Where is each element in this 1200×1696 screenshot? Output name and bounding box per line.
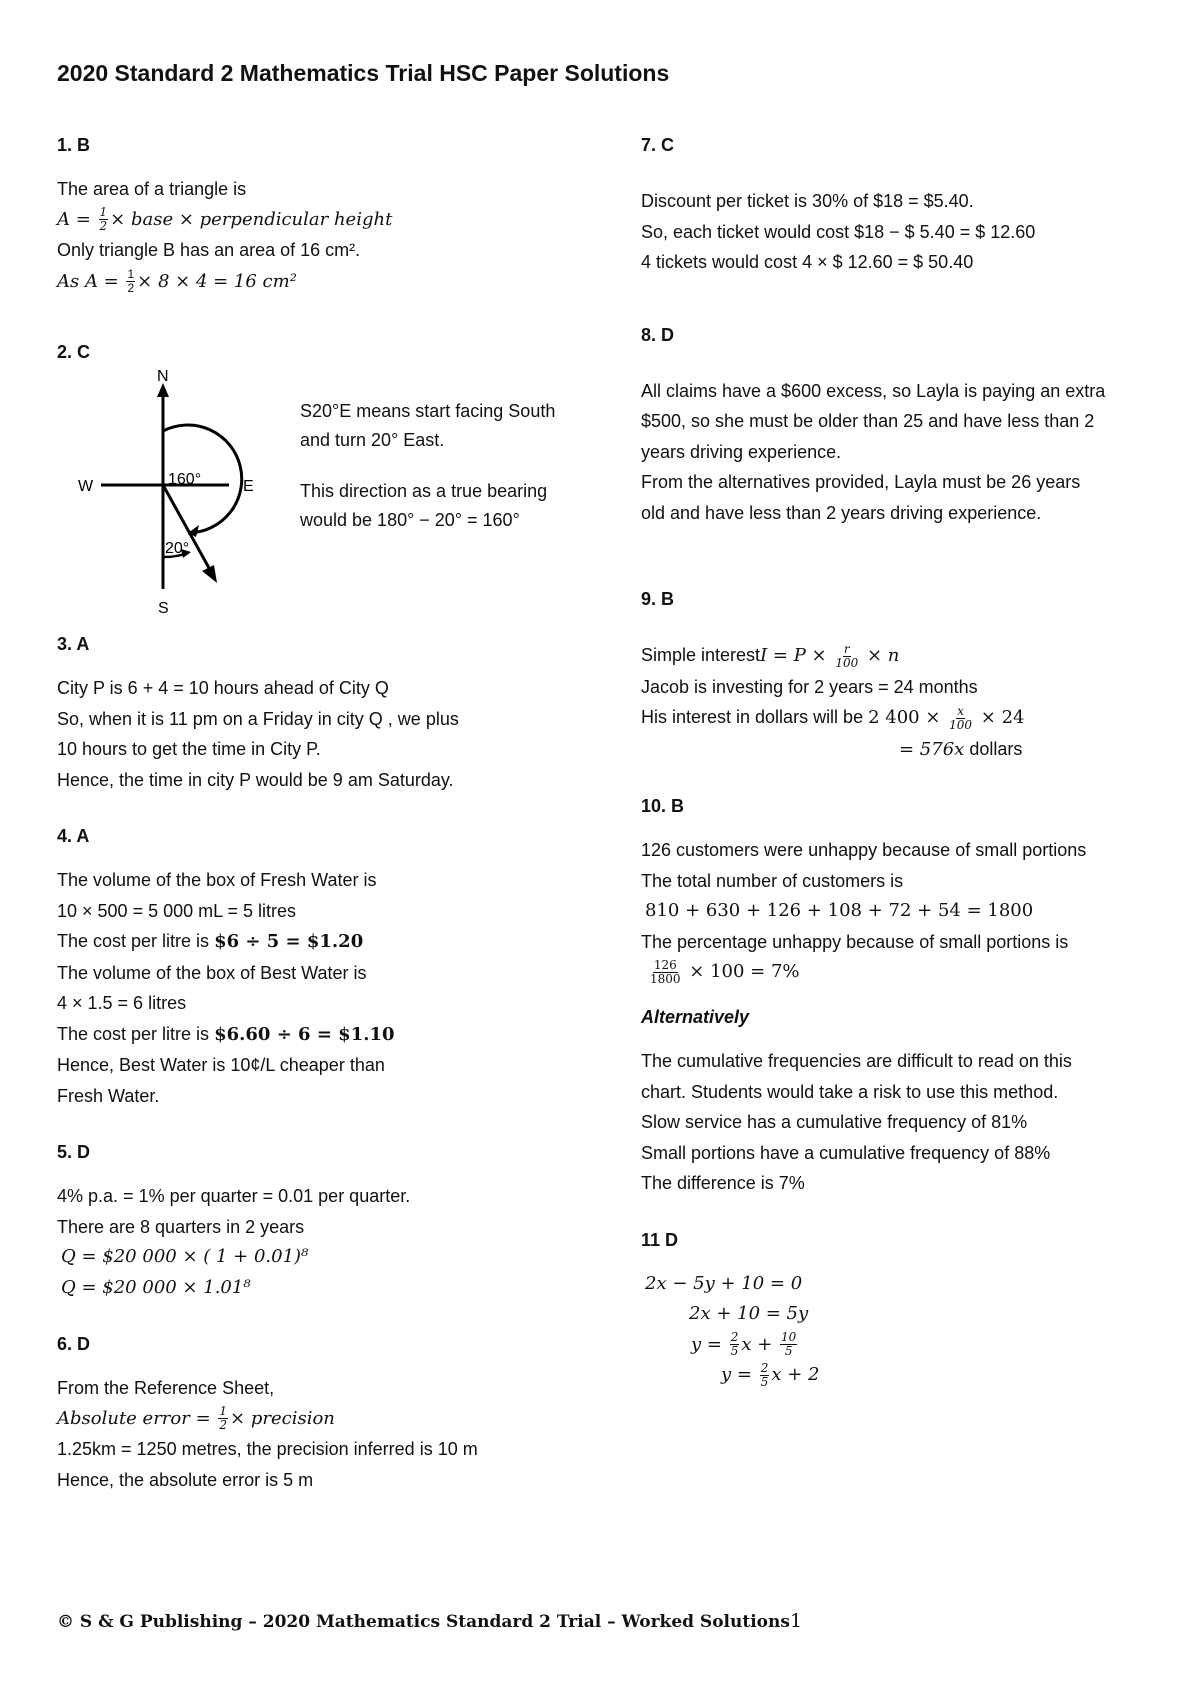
label-20-degrees: 20°: [165, 540, 190, 557]
label-w: W: [78, 478, 94, 495]
q4-cost-fresh: $6 ÷ 5 = $1.20: [214, 931, 364, 952]
q10-line1: 126 customers were unhappy because of small portions: [641, 840, 1087, 860]
q9-header: 9. B: [641, 589, 675, 609]
q5-formula2: Q = $20 000 × 1.01⁸: [61, 1276, 251, 1298]
q4-header: 4. A: [57, 826, 90, 846]
q9-line4: = 576x dollars: [899, 738, 1023, 760]
q4-line7: Hence, Best Water is 10¢/L cheaper than: [57, 1055, 385, 1075]
q4-line8: Fresh Water.: [57, 1085, 160, 1106]
bearing-arrowhead: [202, 565, 217, 583]
q5-formula1: Q = $20 000 × ( 1 + 0.01)⁸: [61, 1246, 309, 1267]
q6-line4: Hence, the absolute error is 5 m: [57, 1469, 314, 1490]
q10-percentage: $\frac{126}{1800}$ × 100 = 7%: [650, 957, 800, 986]
q9-formula: Simple interestI = P × $\frac{r}{100}$ × n: [641, 641, 900, 670]
q8-line4: From the alternatives provided, Layla must be 26 years: [641, 472, 1081, 492]
q6-half-fraction: $\frac{1}{2}$: [219, 1404, 228, 1432]
q11-eq1: 2x − 5y + 10 = 0: [645, 1272, 803, 1294]
q3-line1: City P is 6 + 4 = 10 hours ahead of City Q: [57, 678, 389, 698]
q5-line1: 4% p.a. = 1% per quarter = 0.01 per quarter.: [57, 1186, 411, 1206]
q2-text4: would be 180° − 20° = 160°: [300, 510, 520, 530]
north-arrowhead: [157, 383, 169, 397]
q7-line2: So, each ticket would cost $18 − $ 5.40 = $ 12.60: [641, 221, 1036, 242]
q11-eq4: y = $\frac{2}{5}$ x + 2: [721, 1360, 820, 1389]
q10-sum: 810 + 630 + 126 + 108 + 72 + 54 = 1800: [645, 900, 1034, 921]
q2-explanation: [300, 397, 600, 535]
label-n: N: [157, 368, 169, 385]
q1-calc-lhs: As A =: [57, 270, 125, 292]
page-number: 1: [790, 1610, 803, 1632]
q3-line3: 10 hours to get the time in City P.: [57, 739, 321, 759]
q2-text2: and turn 20° East.: [300, 430, 445, 450]
q6-line1: From the Reference Sheet,: [57, 1378, 275, 1398]
q7-line3: 4 tickets would cost 4 × $ 12.60 = $ 50.40: [641, 252, 974, 272]
q8-line2: $500, so she must be older than 25 and have less than 2: [641, 411, 1095, 431]
q10-header: 10. B: [641, 796, 685, 816]
q3-header: 3. A: [57, 634, 90, 654]
q6-line3: 1.25km = 1250 metres, the precision inferred is 10 m: [57, 1439, 478, 1459]
q1-calc-fraction: $\frac{1}{2}$: [127, 267, 135, 296]
q8-line1: All claims have a $600 excess, so Layla is paying an extra: [641, 380, 1106, 401]
q5-header: 5. D: [57, 1142, 91, 1162]
q8-line5: old and have less than 2 years driving experience.: [641, 502, 1042, 523]
q10-line2: The total number of customers is: [641, 870, 904, 891]
q3-line4: Hence, the time in city P would be 9 am Saturday.: [57, 769, 454, 790]
q10-alternatively: Alternatively: [641, 1006, 750, 1027]
q10-fraction: $\frac{126}{1800}$: [650, 957, 681, 986]
q9-rate-fraction: $\frac{r}{100}$: [835, 641, 859, 670]
q1-formula: [57, 205, 597, 236]
q11-header: 11 D: [641, 1229, 679, 1250]
q2-header: 2. C: [57, 342, 91, 362]
q11-fraction-final: $\frac{2}{5}$: [760, 1360, 769, 1389]
q1-header: 1. B: [57, 135, 91, 155]
q4-line2: 10 × 500 = 5 000 mL = 5 litres: [57, 900, 296, 921]
q4-line6: The cost per litre is $6.60 ÷ 6 = $1.10: [57, 1023, 395, 1045]
q1-formula-lhs: A =: [57, 208, 97, 230]
q1-line3: Only triangle B has an area of 16 cm².: [57, 240, 361, 260]
q7-header: 7. C: [641, 135, 675, 155]
q4-line5: 4 × 1.5 = 6 litres: [57, 993, 187, 1013]
q1-calc: [57, 266, 597, 298]
q1-formula-rhs: × base × perpendicular height: [110, 208, 393, 230]
label-160-degrees: 160°: [168, 471, 202, 488]
q10-line6: The cumulative frequencies are difficult to read on this: [641, 1051, 1072, 1071]
q1-line1: The area of a triangle is: [57, 179, 247, 199]
q2-bearing-block: [57, 367, 597, 629]
q6-header: 6. D: [57, 1334, 91, 1354]
q11-eq3: y = $\frac{2}{5}$ x + $\frac{10}{5}$: [691, 1330, 797, 1358]
q11-fraction-2-5: $\frac{2}{5}$: [730, 1330, 739, 1358]
q8-header: 8. D: [641, 324, 675, 345]
q9-x-fraction: $\frac{x}{100}$: [949, 703, 973, 732]
q5-line2: There are 8 quarters in 2 years: [57, 1216, 305, 1237]
q9-line3: His interest in dollars will be 2 400 × $\frac{x}{100}$ × 24: [641, 703, 1025, 732]
q2-text1: S20°E means start facing South: [300, 401, 556, 421]
q10-line8: Slow service has a cumulative frequency of 81%: [641, 1112, 1028, 1132]
q3-line2: So, when it is 11 pm on a Friday in city Q , we plus: [57, 708, 459, 729]
q1-half-fraction: $\frac{1}{2}$: [99, 205, 108, 233]
q7-line1: Discount per ticket is 30% of $18 = $5.40.: [641, 191, 974, 211]
right-column: [641, 130, 1181, 1391]
q9-line2: Jacob is investing for 2 years = 24 months: [641, 676, 978, 697]
q10-line7: chart. Students would take a risk to use this method.: [641, 1081, 1059, 1102]
q10-line9: Small portions have a cumulative frequency of 88%: [641, 1142, 1051, 1163]
bearing-diagram: [57, 367, 297, 629]
q1-calc-rhs: × 8 × 4 = 16 cm²: [137, 270, 297, 292]
q10-line4: The percentage unhappy because of small portions is: [641, 931, 1069, 952]
label-e: E: [243, 478, 254, 495]
q6-formula: Absolute error = $\frac{1}{2}$ × precision: [57, 1404, 335, 1432]
q4-line1: The volume of the box of Fresh Water is: [57, 870, 377, 890]
q4-line3: The cost per litre is $6 ÷ 5 = $1.20: [57, 931, 364, 952]
q8-line3: years driving experience.: [641, 441, 842, 462]
q11-eq2: 2x + 10 = 5y: [689, 1303, 809, 1324]
page-title: 2020 Standard 2 Mathematics Trial HSC Paper Solutions: [57, 60, 670, 86]
q2-text3: This direction as a true bearing: [300, 481, 548, 501]
left-column: [57, 130, 597, 1495]
q10-line10: The difference is 7%: [641, 1173, 805, 1193]
footer: © S & G Publishing – 2020 Mathematics Standard 2 Trial – Worked Solutions: [57, 1612, 790, 1632]
q4-line4: The volume of the box of Best Water is: [57, 962, 367, 983]
q11-fraction-10-5: $\frac{10}{5}$: [781, 1330, 797, 1358]
q4-cost-best: $6.60 ÷ 6 = $1.10: [214, 1023, 395, 1045]
label-s: S: [158, 600, 169, 617]
